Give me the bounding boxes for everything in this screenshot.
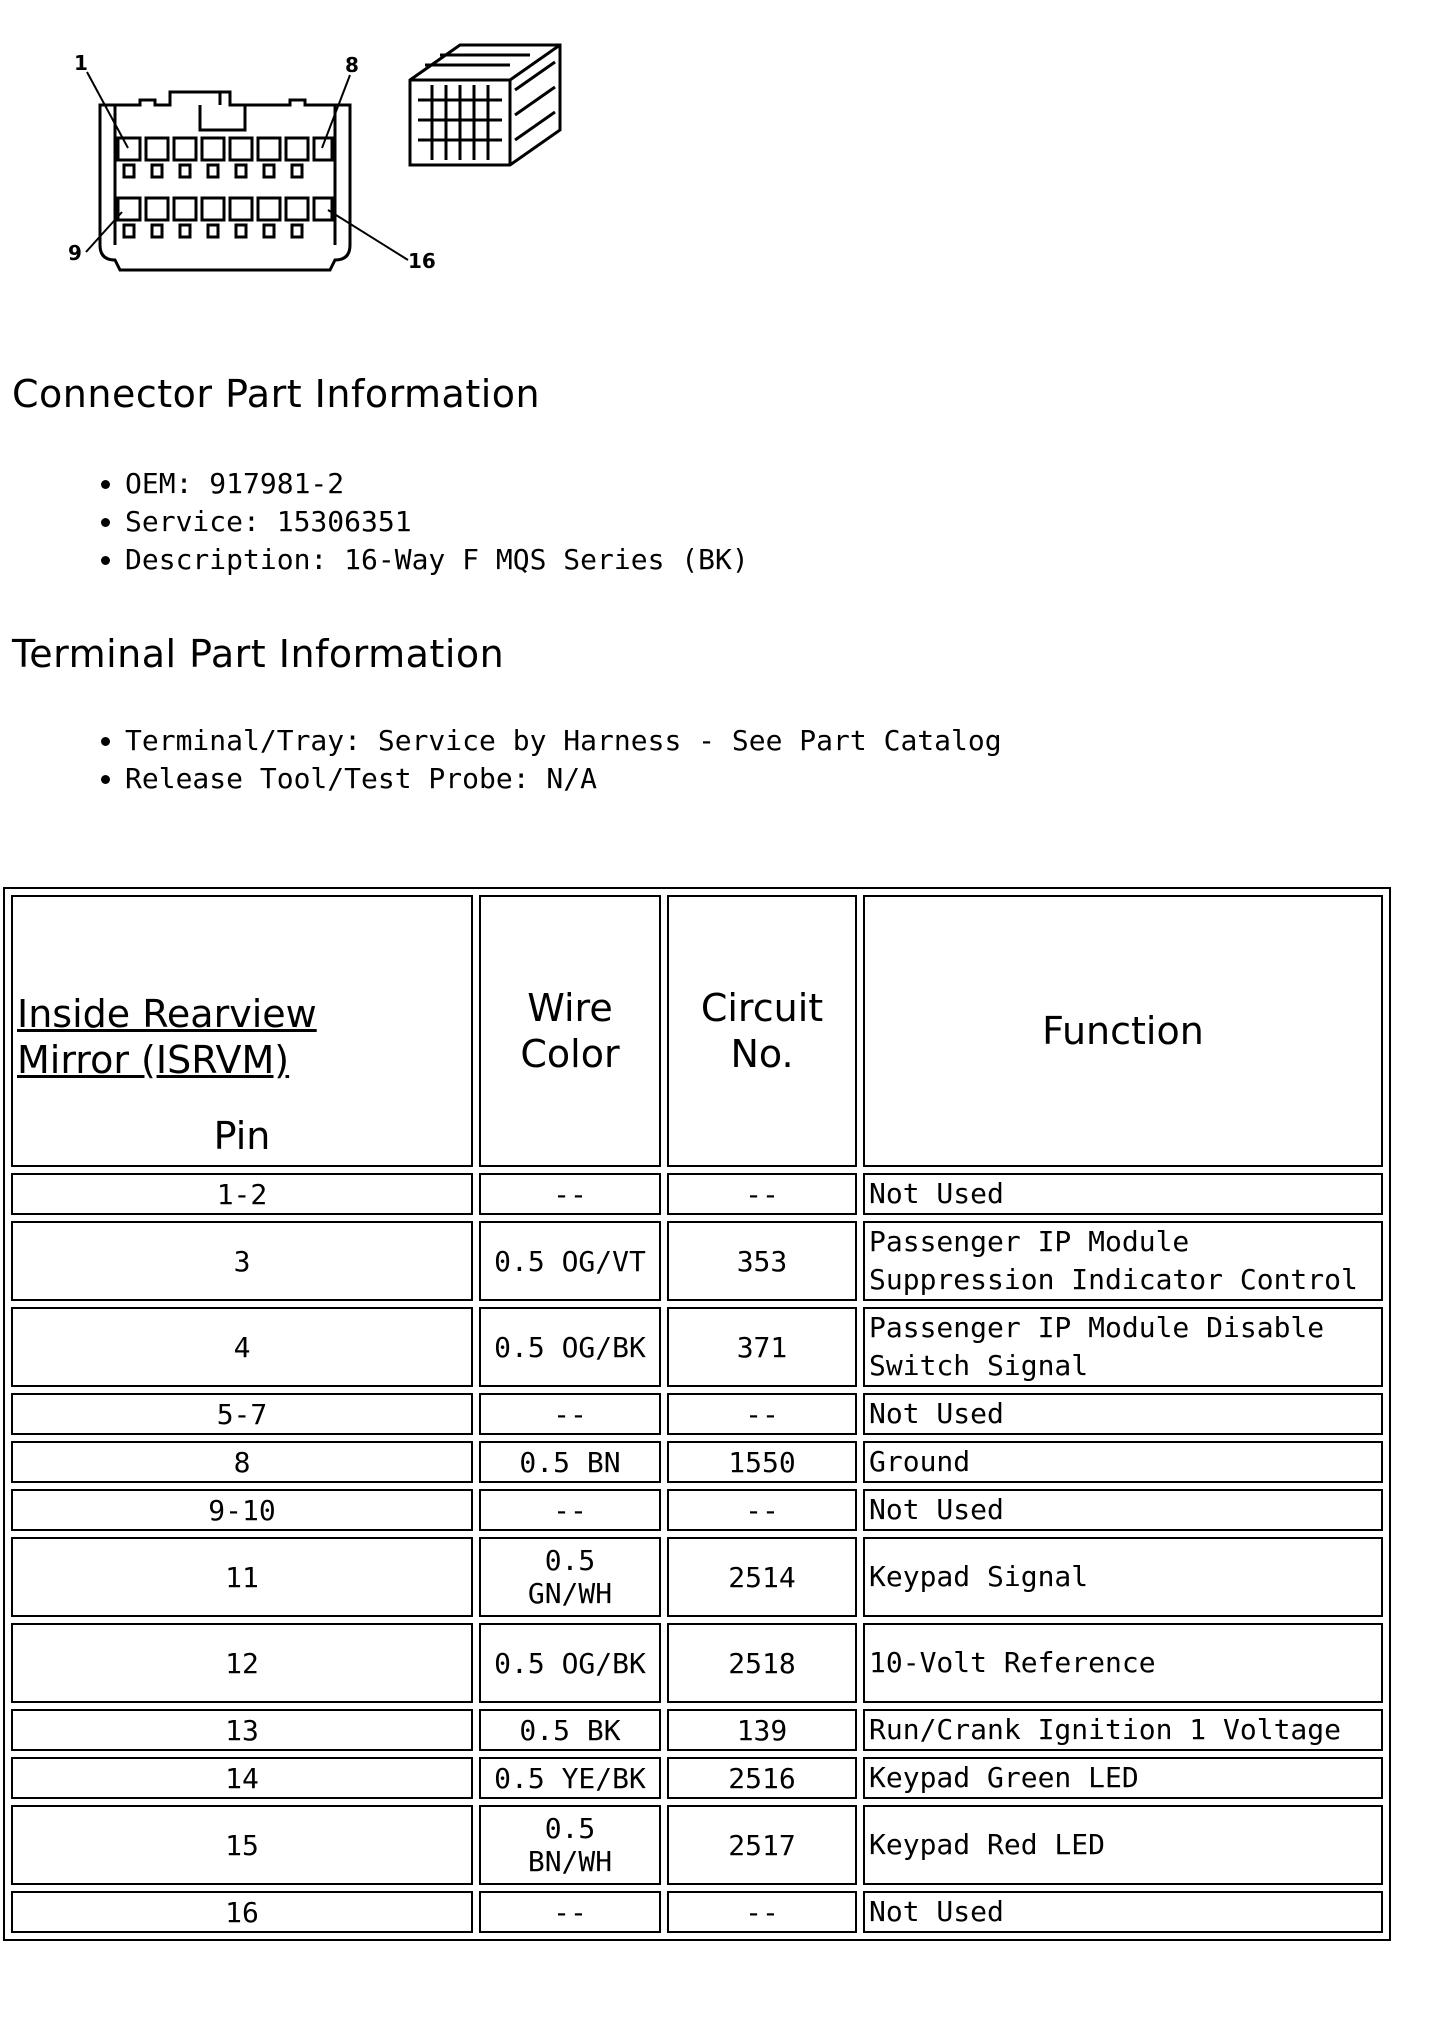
function-cell: Keypad Signal (863, 1537, 1383, 1617)
wire-cell: 0.5 BN (479, 1441, 661, 1483)
terminal-part-title: Terminal Part Information (12, 632, 505, 676)
wire-cell: -- (479, 1173, 661, 1215)
pin-cell: 13 (11, 1709, 473, 1751)
pin-cell: 16 (11, 1891, 473, 1933)
table-row (11, 1709, 1383, 1751)
table-row (11, 1307, 1383, 1387)
header-component-link[interactable]: Inside Rearview Mirror (ISRVM) (17, 992, 317, 1082)
connector-part-list (70, 465, 749, 579)
table-row (11, 1623, 1383, 1703)
pin-cell: 15 (11, 1805, 473, 1885)
table-row (11, 1221, 1383, 1301)
wire-cell: 0.5 OG/BK (479, 1307, 661, 1387)
function-cell: Not Used (863, 1891, 1383, 1933)
pin-label-9: 9 (68, 241, 82, 265)
table-row (11, 1489, 1383, 1531)
connector-part-title: Connector Part Information (12, 372, 541, 416)
pin-cell: 14 (11, 1757, 473, 1799)
terminal-part-list (70, 722, 1002, 798)
wire-cell: 0.5 OG/BK (479, 1623, 661, 1703)
wire-cell: -- (479, 1891, 661, 1933)
pin-label-16: 16 (408, 249, 436, 273)
wire-cell: 0.5 BK (479, 1709, 661, 1751)
circuit-cell: 139 (667, 1709, 857, 1751)
circuit-cell: 2517 (667, 1805, 857, 1885)
table-row (11, 1757, 1383, 1799)
table-row (11, 1441, 1383, 1483)
pin-cell: 11 (11, 1537, 473, 1617)
circuit-cell: 2514 (667, 1537, 857, 1617)
list-item: • Release Tool/Test Probe: N/A (125, 760, 1002, 798)
circuit-cell: 353 (667, 1221, 857, 1301)
wire-cell: -- (479, 1489, 661, 1531)
pin-cell: 12 (11, 1623, 473, 1703)
pin-cell: 8 (11, 1441, 473, 1483)
pin-cell: 5-7 (11, 1393, 473, 1435)
table-row (11, 1173, 1383, 1215)
pin-label-1: 1 (74, 51, 88, 75)
function-cell: Keypad Red LED (863, 1805, 1383, 1885)
table-row (11, 1537, 1383, 1617)
pin-table (3, 887, 1391, 1941)
function-cell: Not Used (863, 1489, 1383, 1531)
list-item: • Terminal/Tray: Service by Harness - See Part Catalog (125, 722, 1002, 760)
connector-diagram (60, 20, 580, 290)
header-function: Function (863, 895, 1383, 1167)
pin-cell: 9-10 (11, 1489, 473, 1531)
pin-cell: 3 (11, 1221, 473, 1301)
pin-cell: 4 (11, 1307, 473, 1387)
header-pin (11, 895, 473, 1167)
function-cell: Passenger IP Module Disable Switch Signal (863, 1307, 1383, 1387)
pin-cell: 1-2 (11, 1173, 473, 1215)
header-circuit: Circuit No. (667, 895, 857, 1167)
circuit-cell: -- (667, 1173, 857, 1215)
wire-cell: -- (479, 1393, 661, 1435)
table-row (11, 1891, 1383, 1933)
pin-label-8: 8 (345, 53, 359, 77)
list-item: • OEM: 917981-2 (125, 465, 749, 503)
list-item: • Service: 15306351 (125, 503, 749, 541)
circuit-cell: 2518 (667, 1623, 857, 1703)
wire-cell: 0.5 OG/VT (479, 1221, 661, 1301)
circuit-cell: 2516 (667, 1757, 857, 1799)
table-row (11, 1393, 1383, 1435)
function-cell: Passenger IP Module Suppression Indicator Control (863, 1221, 1383, 1301)
circuit-cell: -- (667, 1489, 857, 1531)
wire-cell: 0.5 YE/BK (479, 1757, 661, 1799)
circuit-cell: -- (667, 1891, 857, 1933)
function-cell: 10-Volt Reference (863, 1623, 1383, 1703)
function-cell: Not Used (863, 1393, 1383, 1435)
table-header-row (11, 895, 1383, 1167)
function-cell: Run/Crank Ignition 1 Voltage (863, 1709, 1383, 1751)
header-wire-color: Wire Color (479, 895, 661, 1167)
table-row (11, 1805, 1383, 1885)
circuit-cell: 1550 (667, 1441, 857, 1483)
header-pin-label: Pin (213, 1114, 271, 1158)
function-cell: Not Used (863, 1173, 1383, 1215)
wire-cell: 0.5 BN/WH (479, 1805, 661, 1885)
function-cell: Keypad Green LED (863, 1757, 1383, 1799)
circuit-cell: -- (667, 1393, 857, 1435)
function-cell: Ground (863, 1441, 1383, 1483)
list-item: • Description: 16-Way F MQS Series (BK) (125, 541, 749, 579)
wire-cell: 0.5 GN/WH (479, 1537, 661, 1617)
circuit-cell: 371 (667, 1307, 857, 1387)
